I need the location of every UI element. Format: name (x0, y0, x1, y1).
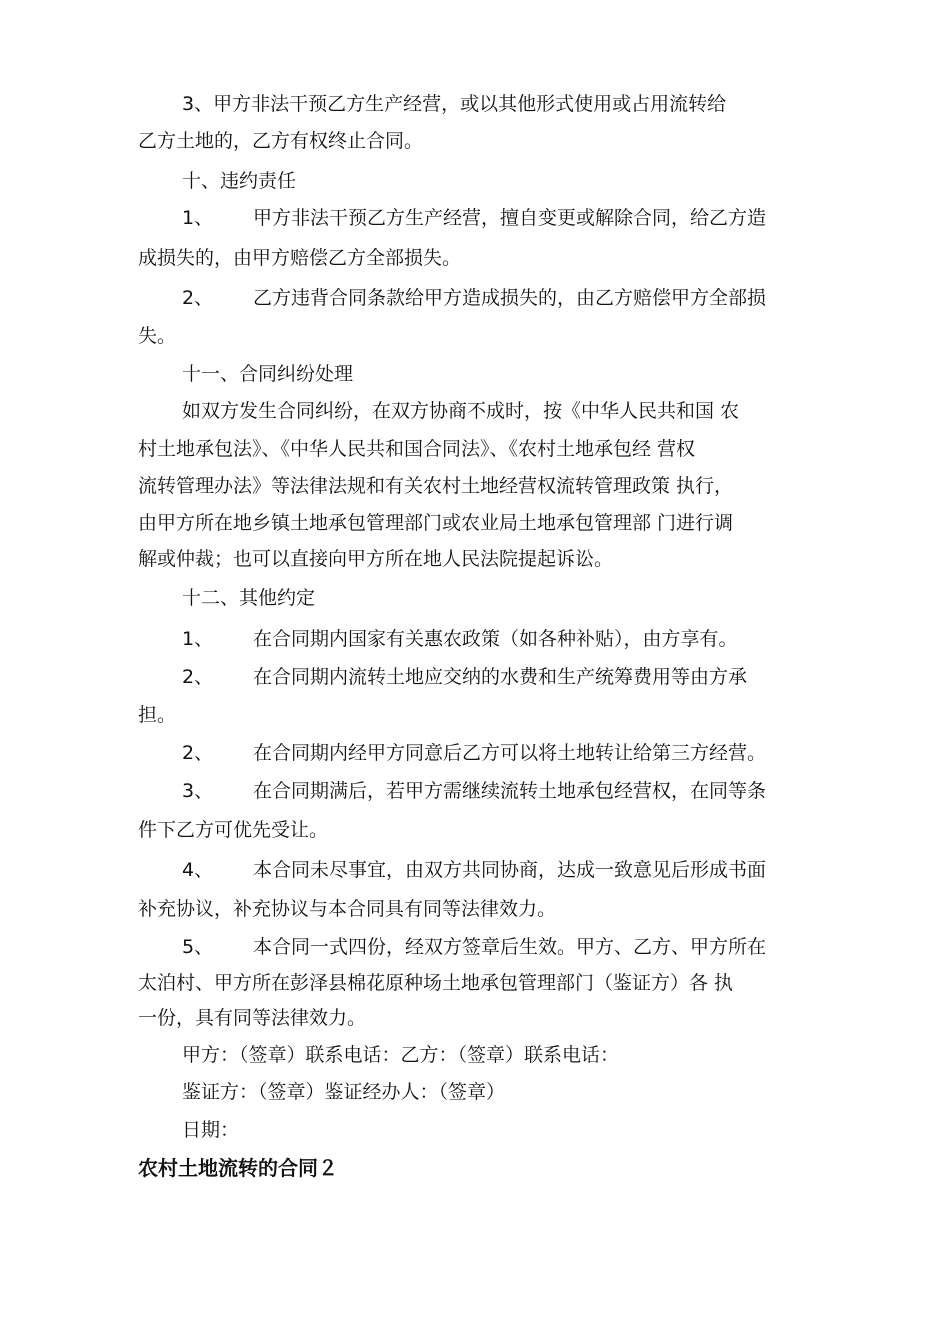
item-10-1-num: 1、 (182, 207, 214, 229)
next-heading-text: 农村土地流转的合同２ (138, 1156, 338, 1180)
item-12-2-num: 2、 (182, 666, 214, 688)
item-10-1-text: 甲方非法干预乙方生产经营，擅自变更或解除合同，给乙方造 (253, 207, 767, 229)
item-12-4-num: 4、 (182, 859, 214, 881)
section-11-para-text: 村土地承包法》、《中华人民共和国合同法》、《农村土地承包经 营权 (138, 438, 696, 460)
item-12-1-num: 1、 (182, 628, 214, 650)
section-11-para-text: 由甲方所在地乡镇土地承包管理部门或农业局土地承包管理部 门进行调 (138, 512, 734, 534)
signature-witness: 鉴证方：（签章）鉴证经办人：（签章） (182, 1081, 506, 1103)
item-12-2-text: 在合同期内流转土地应交纳的水费和生产统筹费用等由方承 (253, 666, 748, 688)
item-12-3-num: 3、 (182, 780, 214, 802)
item-10-2-cont: 失。 (138, 325, 177, 347)
signature-parties: 甲方：（签章）联系电话：乙方：（签章）联系电话： (182, 1044, 620, 1066)
item-12-5-cont: 太泊村、甲方所在彭泽县棉花原种场土地承包管理部门（鉴证方）各 执 (138, 972, 734, 994)
item-12-5-cont: 一份，具有同等法律效力。 (138, 1007, 367, 1029)
section-11-title: 十一、合同纠纷处理 (182, 363, 354, 385)
item-10-2-text: 乙方违背合同条款给甲方造成损失的，由乙方赔偿甲方全部损 (253, 287, 767, 309)
signature-date: 日期： (182, 1119, 240, 1141)
section-11-para-text: 解或仲裁；也可以直接向甲方所在地人民法院提起诉讼。 (138, 548, 614, 570)
item-12-5-num: 5、 (182, 936, 214, 958)
item-10-1-cont: 成损失的，由甲方赔偿乙方全部损失。 (138, 247, 462, 269)
item-12-1-text: 在合同期内国家有关惠农政策（如各种补贴），由方享有。 (253, 628, 738, 650)
item-12-3-text: 在合同期满后，若甲方需继续流转土地承包经营权，在同等条 (253, 780, 767, 802)
clause-3-cont: 乙方土地的，乙方有权终止合同。 (138, 130, 424, 152)
section-10-title: 十、违约责任 (182, 170, 297, 192)
item-12-4-cont: 补充协议，补充协议与本合同具有同等法律效力。 (138, 898, 557, 920)
item-12-2b-num: 2、 (182, 742, 214, 764)
section-12-title: 十二、其他约定 (182, 587, 316, 609)
section-11-para-text: 如双方发生合同纠纷，在双方协商不成时，按《中华人民共和国 农 (182, 400, 740, 422)
item-12-4-text: 本合同未尽事宜，由双方共同协商，达成一致意见后形成书面 (253, 859, 767, 881)
item-12-2-cont: 担。 (138, 704, 177, 726)
item-10-2-num: 2、 (182, 287, 214, 309)
item-12-5-text: 本合同一式四份，经双方签章后生效。甲方、乙方、甲方所在 (253, 936, 767, 958)
item-12-3-cont: 件下乙方可优先受让。 (138, 819, 329, 841)
clause-3-text: 3、甲方非法干预乙方生产经营，或以其他形式使用或占用流转给 (182, 93, 727, 115)
section-11-para-text: 流转管理办法》等法律法规和有关农村土地经营权流转管理政策 执行， (138, 475, 734, 497)
item-12-2b-text: 在合同期内经甲方同意后乙方可以将土地转让给第三方经营。 (253, 742, 767, 764)
